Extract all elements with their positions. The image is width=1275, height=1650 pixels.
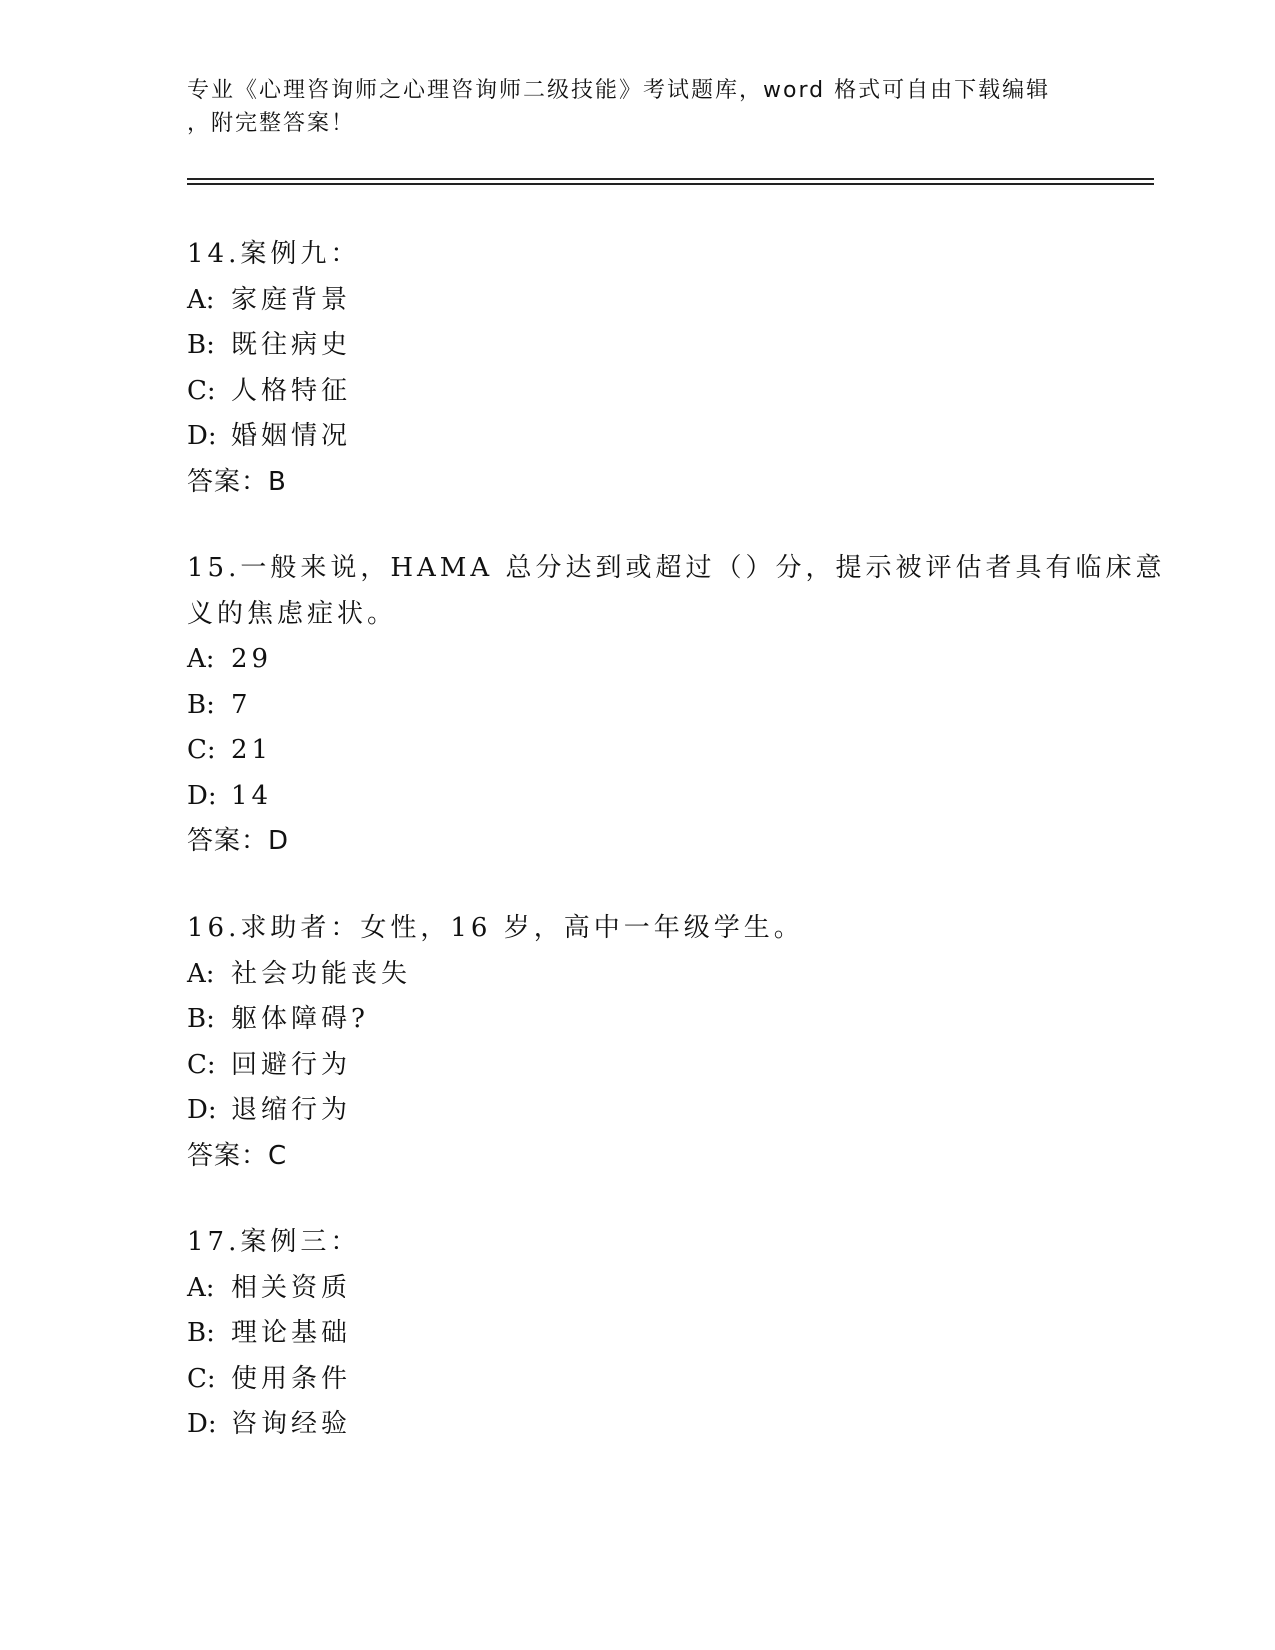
option-a (187, 952, 1087, 998)
option-d (187, 1088, 1087, 1134)
option-letter: B: (187, 330, 215, 360)
option-letter: A: (187, 284, 215, 315)
option-b (187, 323, 1087, 369)
option-b (187, 1311, 1087, 1357)
option-letter: C: (187, 1363, 216, 1394)
question-stem: 17.案例三： (187, 1227, 361, 1257)
option-b (187, 683, 1087, 729)
question-stem: 14.案例九： (187, 239, 361, 269)
option-letter: A: (187, 1272, 215, 1303)
option-d (187, 1402, 1087, 1448)
option-text: 14 (231, 780, 273, 811)
question-stem-line-2: 义的焦虑症状。 (187, 598, 398, 629)
header-title-line-2: ，附完整答案！ (187, 111, 356, 136)
option-letter: D: (187, 780, 217, 811)
option-text: 21 (231, 735, 273, 765)
page-header (187, 74, 1087, 140)
option-text: 婚姻情况 (231, 421, 352, 451)
option-letter: D: (187, 1409, 217, 1439)
question-16 (187, 906, 1087, 1179)
option-text: 躯体障碍? (231, 1004, 369, 1034)
option-text: 人格特征 (231, 375, 352, 406)
option-text: 29 (231, 644, 273, 674)
option-letter: C: (187, 735, 216, 765)
question-14 (187, 232, 1087, 505)
question-stem: 16.求助者：女性，16 岁，高中一年级学生。 (187, 913, 804, 943)
option-text: 相关资质 (231, 1272, 352, 1303)
option-text: 咨询经验 (231, 1409, 352, 1439)
option-text: 退缩行为 (231, 1095, 352, 1125)
answer-key: 答案：C (187, 1140, 288, 1171)
option-text: 使用条件 (231, 1363, 352, 1394)
question-17 (187, 1220, 1087, 1448)
option-letter: B: (187, 1004, 215, 1034)
option-text: 社会功能丧失 (231, 958, 412, 989)
answer-key: 答案：D (187, 826, 290, 856)
option-c (187, 1043, 1087, 1089)
option-letter: C: (187, 375, 216, 406)
option-letter: D: (187, 1095, 217, 1125)
option-letter: B: (187, 1318, 215, 1348)
option-text: 回避行为 (231, 1049, 352, 1080)
option-a (187, 1266, 1087, 1312)
question-stem-line-1: 15.一般来说，HAMA 总分达到或超过（）分，提示被评估者具有临床意 (187, 553, 1166, 583)
header-title-line-1: 专业《心理咨询师之心理咨询师二级技能》考试题库，word 格式可自由下载编辑 (187, 78, 1051, 103)
option-c (187, 1357, 1087, 1403)
option-text: 既往病史 (231, 330, 352, 360)
option-letter: B: (187, 689, 215, 720)
answer-key: 答案：B (187, 466, 287, 497)
option-letter: A: (187, 644, 215, 674)
option-letter: A: (187, 958, 215, 989)
option-text: 家庭背景 (231, 284, 352, 315)
option-b (187, 997, 1087, 1043)
option-text: 理论基础 (231, 1318, 352, 1348)
header-divider-top (187, 178, 1154, 180)
option-c (187, 369, 1087, 415)
option-a (187, 637, 1087, 683)
option-text: 7 (231, 689, 252, 720)
question-15 (187, 546, 1166, 865)
option-letter: C: (187, 1049, 216, 1080)
option-d (187, 774, 1087, 820)
option-a (187, 278, 1087, 324)
header-divider-bottom (187, 183, 1154, 185)
option-letter: D: (187, 421, 217, 451)
option-d (187, 414, 1087, 460)
option-c (187, 728, 1087, 774)
